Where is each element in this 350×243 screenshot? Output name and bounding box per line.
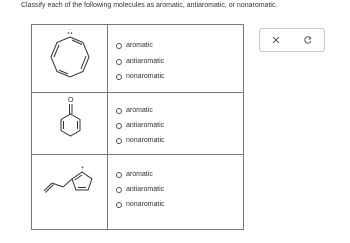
question-table <box>31 24 244 230</box>
option-label: aromatic <box>126 171 153 178</box>
question-row-3 <box>32 155 243 229</box>
svg-text:+: + <box>81 165 84 171</box>
q3-option-aromatic[interactable] <box>116 171 153 178</box>
molecule-1-cell <box>32 25 108 92</box>
radio-button[interactable] <box>116 59 122 65</box>
molecule-1-structure <box>32 25 108 93</box>
q3-option-nonaromatic[interactable] <box>116 201 165 208</box>
molecule-3-structure <box>32 155 108 229</box>
q1-option-nonaromatic[interactable] <box>116 73 165 80</box>
option-label: aromatic <box>126 42 153 49</box>
clear-button[interactable] <box>260 29 292 51</box>
molecule-2-cell <box>32 93 108 154</box>
answer-toolbar <box>259 28 325 52</box>
instruction-text: Classify each of the following molecules as aromatic, antiaromatic, or nonaromatic. <box>21 2 278 9</box>
question-row-2 <box>32 93 243 155</box>
radio-button[interactable] <box>116 138 122 144</box>
q1-option-aromatic[interactable] <box>116 42 153 49</box>
svg-text:O: O <box>68 97 74 104</box>
molecule-2-structure <box>32 93 108 155</box>
radio-button[interactable] <box>116 202 122 208</box>
option-label: aromatic <box>126 107 153 114</box>
radio-button[interactable] <box>116 187 122 193</box>
question-row-1 <box>32 25 243 93</box>
q2-option-aromatic[interactable] <box>116 107 153 114</box>
radio-button[interactable] <box>116 123 122 129</box>
x-icon <box>271 35 281 45</box>
svg-text:-: - <box>69 27 71 33</box>
option-label: antiaromatic <box>126 186 165 193</box>
q1-option-antiaromatic[interactable] <box>116 58 164 65</box>
option-label: nonaromatic <box>126 201 165 208</box>
option-label: antiaromatic <box>126 58 165 65</box>
radio-button[interactable] <box>116 43 122 49</box>
undo-button[interactable] <box>292 29 324 51</box>
molecule-3-cell <box>32 155 108 229</box>
q2-option-nonaromatic[interactable] <box>116 137 165 144</box>
radio-button[interactable] <box>116 172 122 178</box>
radio-button[interactable] <box>116 108 122 114</box>
q2-option-antiaromatic[interactable] <box>116 122 164 129</box>
q3-option-antiaromatic[interactable] <box>116 186 164 193</box>
option-label: antiaromatic <box>126 122 165 129</box>
option-label: nonaromatic <box>126 73 165 80</box>
undo-icon <box>303 35 313 45</box>
option-label: nonaromatic <box>126 137 165 144</box>
radio-button[interactable] <box>116 74 122 80</box>
